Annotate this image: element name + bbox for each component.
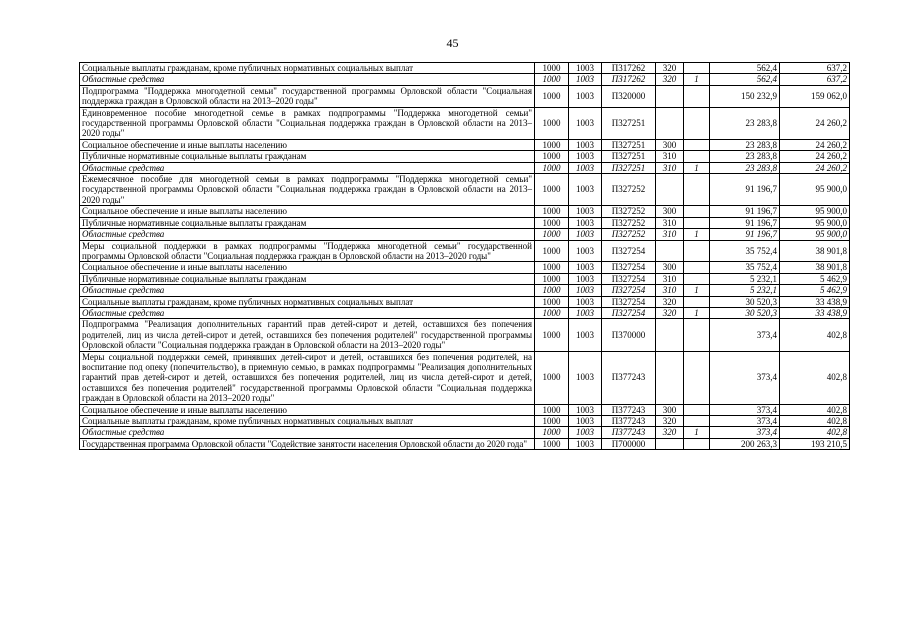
expense-type-cell — [656, 351, 684, 404]
funding-source-cell: 1 — [684, 74, 710, 85]
section-code-cell: 1000 — [535, 74, 569, 85]
row-name-cell: Публичные нормативные социальные выплаты гражданам — [80, 273, 535, 284]
target-article-cell: П327252 — [602, 229, 656, 240]
expense-type-cell — [656, 319, 684, 351]
page-number: 45 — [446, 36, 459, 50]
budget-table-body — [80, 63, 850, 450]
amount-year2-cell: 24 260,2 — [780, 107, 850, 139]
row-name-cell: Областные средства — [80, 162, 535, 173]
expense-type-cell: 300 — [656, 139, 684, 150]
subsection-code-cell: 1003 — [569, 240, 602, 262]
target-article-cell: П320000 — [602, 85, 656, 107]
table-row — [80, 296, 850, 307]
row-name-cell: Подпрограмма "Реализация дополнительных гарантий прав детей-сирот и детей, оставшихся без попечения родителей, лиц из числа детей-сирот и детей, оставшихся без попечения родителей" государственной программы Орловской области "Социальная поддержка граждан в Орловской области на 2013–2020 годы" — [80, 319, 535, 351]
target-article-cell: П327251 — [602, 151, 656, 162]
expense-type-cell: 320 — [656, 74, 684, 85]
funding-source-cell — [684, 174, 710, 206]
target-article-cell: П327254 — [602, 262, 656, 273]
amount-year1-cell: 23 283,8 — [710, 151, 780, 162]
funding-source-cell — [684, 416, 710, 427]
subsection-code-cell: 1003 — [569, 229, 602, 240]
funding-source-cell: 1 — [684, 307, 710, 318]
section-code-cell: 1000 — [535, 162, 569, 173]
row-name-cell: Государственная программа Орловской области "Содействие занятости населения Орловской области до 2020 года" — [80, 438, 535, 449]
expense-type-cell: 300 — [656, 404, 684, 415]
target-article-cell: П327254 — [602, 285, 656, 296]
funding-source-cell: 1 — [684, 285, 710, 296]
section-code-cell: 1000 — [535, 307, 569, 318]
target-article-cell: П327251 — [602, 107, 656, 139]
section-code-cell: 1000 — [535, 404, 569, 415]
section-code-cell: 1000 — [535, 206, 569, 217]
table-row — [80, 151, 850, 162]
amount-year2-cell: 24 260,2 — [780, 151, 850, 162]
amount-year1-cell: 562,4 — [710, 63, 780, 74]
amount-year1-cell: 562,4 — [710, 74, 780, 85]
amount-year1-cell: 30 520,3 — [710, 296, 780, 307]
amount-year1-cell: 373,4 — [710, 351, 780, 404]
subsection-code-cell: 1003 — [569, 319, 602, 351]
subsection-code-cell: 1003 — [569, 416, 602, 427]
expense-type-cell: 310 — [656, 285, 684, 296]
table-row — [80, 319, 850, 351]
funding-source-cell — [684, 151, 710, 162]
section-code-cell: 1000 — [535, 427, 569, 438]
section-code-cell: 1000 — [535, 273, 569, 284]
funding-source-cell — [684, 296, 710, 307]
section-code-cell: 1000 — [535, 262, 569, 273]
table-row — [80, 162, 850, 173]
row-name-cell: Социальные выплаты гражданам, кроме публичных нормативных социальных выплат — [80, 416, 535, 427]
table-row — [80, 206, 850, 217]
amount-year2-cell: 402,8 — [780, 416, 850, 427]
amount-year1-cell: 373,4 — [710, 427, 780, 438]
budget-table — [79, 62, 850, 450]
amount-year2-cell: 193 210,5 — [780, 438, 850, 449]
table-row — [80, 416, 850, 427]
target-article-cell: П327254 — [602, 240, 656, 262]
target-article-cell: П700000 — [602, 438, 656, 449]
row-name-cell: Областные средства — [80, 229, 535, 240]
funding-source-cell — [684, 240, 710, 262]
amount-year2-cell: 159 062,0 — [780, 85, 850, 107]
amount-year1-cell: 373,4 — [710, 404, 780, 415]
subsection-code-cell: 1003 — [569, 427, 602, 438]
target-article-cell: П377243 — [602, 416, 656, 427]
amount-year2-cell: 38 901,8 — [780, 240, 850, 262]
expense-type-cell: 320 — [656, 63, 684, 74]
expense-type-cell: 320 — [656, 307, 684, 318]
funding-source-cell — [684, 107, 710, 139]
amount-year1-cell: 150 232,9 — [710, 85, 780, 107]
amount-year1-cell: 200 263,3 — [710, 438, 780, 449]
table-row — [80, 438, 850, 449]
target-article-cell: П327252 — [602, 217, 656, 228]
funding-source-cell: 1 — [684, 162, 710, 173]
amount-year1-cell: 23 283,8 — [710, 139, 780, 150]
expense-type-cell: 300 — [656, 206, 684, 217]
amount-year1-cell: 23 283,8 — [710, 107, 780, 139]
subsection-code-cell: 1003 — [569, 438, 602, 449]
subsection-code-cell: 1003 — [569, 351, 602, 404]
section-code-cell: 1000 — [535, 285, 569, 296]
funding-source-cell — [684, 217, 710, 228]
row-name-cell: Областные средства — [80, 74, 535, 85]
row-name-cell: Ежемесячное пособие для многодетной семьи в рамках подпрограммы "Поддержка многодетной семьи" государственной программы Орловской области "Социальная поддержка граждан в Орловской области на 2013–2020 годы" — [80, 174, 535, 206]
section-code-cell: 1000 — [535, 151, 569, 162]
target-article-cell: П377243 — [602, 404, 656, 415]
amount-year2-cell: 402,8 — [780, 319, 850, 351]
amount-year1-cell: 5 232,1 — [710, 285, 780, 296]
subsection-code-cell: 1003 — [569, 404, 602, 415]
amount-year2-cell: 24 260,2 — [780, 162, 850, 173]
subsection-code-cell: 1003 — [569, 206, 602, 217]
target-article-cell: П327254 — [602, 296, 656, 307]
funding-source-cell — [684, 85, 710, 107]
table-row — [80, 427, 850, 438]
amount-year1-cell: 35 752,4 — [710, 240, 780, 262]
expense-type-cell: 310 — [656, 217, 684, 228]
amount-year2-cell: 95 900,0 — [780, 229, 850, 240]
target-article-cell: П327251 — [602, 139, 656, 150]
target-article-cell: П317262 — [602, 63, 656, 74]
amount-year1-cell: 373,4 — [710, 319, 780, 351]
expense-type-cell — [656, 438, 684, 449]
section-code-cell: 1000 — [535, 174, 569, 206]
subsection-code-cell: 1003 — [569, 174, 602, 206]
amount-year2-cell: 95 900,0 — [780, 174, 850, 206]
subsection-code-cell: 1003 — [569, 107, 602, 139]
expense-type-cell — [656, 174, 684, 206]
subsection-code-cell: 1003 — [569, 139, 602, 150]
funding-source-cell — [684, 206, 710, 217]
section-code-cell: 1000 — [535, 296, 569, 307]
subsection-code-cell: 1003 — [569, 296, 602, 307]
expense-type-cell: 300 — [656, 262, 684, 273]
table-row — [80, 229, 850, 240]
amount-year2-cell: 402,8 — [780, 351, 850, 404]
table-row — [80, 217, 850, 228]
row-name-cell: Меры социальной поддержки в рамках подпрограммы "Поддержка многодетной семьи" государственной программы Орловской области "Социальная поддержка граждан в Орловской области на 2013–2020 годы" — [80, 240, 535, 262]
table-row — [80, 273, 850, 284]
expense-type-cell: 310 — [656, 162, 684, 173]
funding-source-cell — [684, 262, 710, 273]
section-code-cell: 1000 — [535, 85, 569, 107]
amount-year1-cell: 91 196,7 — [710, 174, 780, 206]
section-code-cell: 1000 — [535, 229, 569, 240]
row-name-cell: Областные средства — [80, 285, 535, 296]
target-article-cell: П327252 — [602, 206, 656, 217]
expense-type-cell: 320 — [656, 296, 684, 307]
row-name-cell: Публичные нормативные социальные выплаты гражданам — [80, 151, 535, 162]
amount-year2-cell: 637,2 — [780, 63, 850, 74]
expense-type-cell — [656, 85, 684, 107]
table-row — [80, 404, 850, 415]
funding-source-cell — [684, 319, 710, 351]
section-code-cell: 1000 — [535, 351, 569, 404]
subsection-code-cell: 1003 — [569, 262, 602, 273]
amount-year1-cell: 373,4 — [710, 416, 780, 427]
table-row — [80, 174, 850, 206]
expense-type-cell — [656, 107, 684, 139]
section-code-cell: 1000 — [535, 139, 569, 150]
funding-source-cell — [684, 273, 710, 284]
row-name-cell: Публичные нормативные социальные выплаты гражданам — [80, 217, 535, 228]
section-code-cell: 1000 — [535, 416, 569, 427]
expense-type-cell: 320 — [656, 416, 684, 427]
amount-year1-cell: 35 752,4 — [710, 262, 780, 273]
subsection-code-cell: 1003 — [569, 63, 602, 74]
amount-year2-cell: 402,8 — [780, 404, 850, 415]
table-row — [80, 262, 850, 273]
subsection-code-cell: 1003 — [569, 151, 602, 162]
amount-year2-cell: 402,8 — [780, 427, 850, 438]
table-row — [80, 74, 850, 85]
table-row — [80, 307, 850, 318]
target-article-cell: П327254 — [602, 307, 656, 318]
table-row — [80, 63, 850, 74]
amount-year1-cell: 91 196,7 — [710, 229, 780, 240]
row-name-cell: Областные средства — [80, 427, 535, 438]
section-code-cell: 1000 — [535, 107, 569, 139]
amount-year2-cell: 24 260,2 — [780, 139, 850, 150]
amount-year1-cell: 91 196,7 — [710, 206, 780, 217]
amount-year2-cell: 95 900,0 — [780, 206, 850, 217]
row-name-cell: Социальное обеспечение и иные выплаты населению — [80, 262, 535, 273]
amount-year1-cell: 30 520,3 — [710, 307, 780, 318]
table-row — [80, 351, 850, 404]
funding-source-cell: 1 — [684, 229, 710, 240]
target-article-cell: П377243 — [602, 427, 656, 438]
subsection-code-cell: 1003 — [569, 307, 602, 318]
table-row — [80, 285, 850, 296]
row-name-cell: Социальное обеспечение и иные выплаты населению — [80, 404, 535, 415]
funding-source-cell — [684, 438, 710, 449]
expense-type-cell: 310 — [656, 151, 684, 162]
funding-source-cell: 1 — [684, 427, 710, 438]
subsection-code-cell: 1003 — [569, 285, 602, 296]
row-name-cell: Социальное обеспечение и иные выплаты населению — [80, 139, 535, 150]
section-code-cell: 1000 — [535, 63, 569, 74]
amount-year2-cell: 33 438,9 — [780, 307, 850, 318]
subsection-code-cell: 1003 — [569, 217, 602, 228]
expense-type-cell — [656, 240, 684, 262]
subsection-code-cell: 1003 — [569, 74, 602, 85]
row-name-cell: Подпрограмма "Поддержка многодетной семьи" государственной программы Орловской области "Социальная поддержка граждан в Орловской области на 2013–2020 годы" — [80, 85, 535, 107]
target-article-cell: П327251 — [602, 162, 656, 173]
target-article-cell: П370000 — [602, 319, 656, 351]
row-name-cell: Социальные выплаты гражданам, кроме публичных нормативных социальных выплат — [80, 63, 535, 74]
amount-year2-cell: 5 462,9 — [780, 273, 850, 284]
amount-year2-cell: 38 901,8 — [780, 262, 850, 273]
funding-source-cell — [684, 351, 710, 404]
target-article-cell: П377243 — [602, 351, 656, 404]
row-name-cell: Единовременное пособие многодетной семье в рамках подпрограммы "Поддержка многодетной семьи" государственной программы Орловской области "Социальная поддержка граждан в Орловской области на 2013–2020 годы" — [80, 107, 535, 139]
amount-year1-cell: 5 232,1 — [710, 273, 780, 284]
amount-year1-cell: 23 283,8 — [710, 162, 780, 173]
target-article-cell: П327252 — [602, 174, 656, 206]
expense-type-cell: 310 — [656, 273, 684, 284]
amount-year2-cell: 637,2 — [780, 74, 850, 85]
subsection-code-cell: 1003 — [569, 162, 602, 173]
section-code-cell: 1000 — [535, 240, 569, 262]
row-name-cell: Областные средства — [80, 307, 535, 318]
amount-year2-cell: 95 900,0 — [780, 217, 850, 228]
table-row — [80, 85, 850, 107]
target-article-cell: П317262 — [602, 74, 656, 85]
amount-year2-cell: 5 462,9 — [780, 285, 850, 296]
subsection-code-cell: 1003 — [569, 273, 602, 284]
target-article-cell: П327254 — [602, 273, 656, 284]
row-name-cell: Социальные выплаты гражданам, кроме публичных нормативных социальных выплат — [80, 296, 535, 307]
section-code-cell: 1000 — [535, 217, 569, 228]
amount-year2-cell: 33 438,9 — [780, 296, 850, 307]
funding-source-cell — [684, 63, 710, 74]
funding-source-cell — [684, 139, 710, 150]
subsection-code-cell: 1003 — [569, 85, 602, 107]
expense-type-cell: 310 — [656, 229, 684, 240]
funding-source-cell — [684, 404, 710, 415]
section-code-cell: 1000 — [535, 319, 569, 351]
amount-year1-cell: 91 196,7 — [710, 217, 780, 228]
table-row — [80, 240, 850, 262]
table-row — [80, 107, 850, 139]
table-row — [80, 139, 850, 150]
section-code-cell: 1000 — [535, 438, 569, 449]
expense-type-cell: 320 — [656, 427, 684, 438]
row-name-cell: Социальное обеспечение и иные выплаты населению — [80, 206, 535, 217]
row-name-cell: Меры социальной поддержки семей, принявших детей-сирот и детей, оставшихся без попечения родителей, на воспитание под опеку (попечительство), в приемную семью, в рамках подпрограммы "Реализация дополнительных гарантий прав детей-сирот и детей, оставшихся без попечения родителей, лиц из числа детей-сирот и детей, оставшихся без попечения родителей" государственной программы Орловской области "Социальная поддержка граждан в Орловской области на 2013–2020 годы" — [80, 351, 535, 404]
